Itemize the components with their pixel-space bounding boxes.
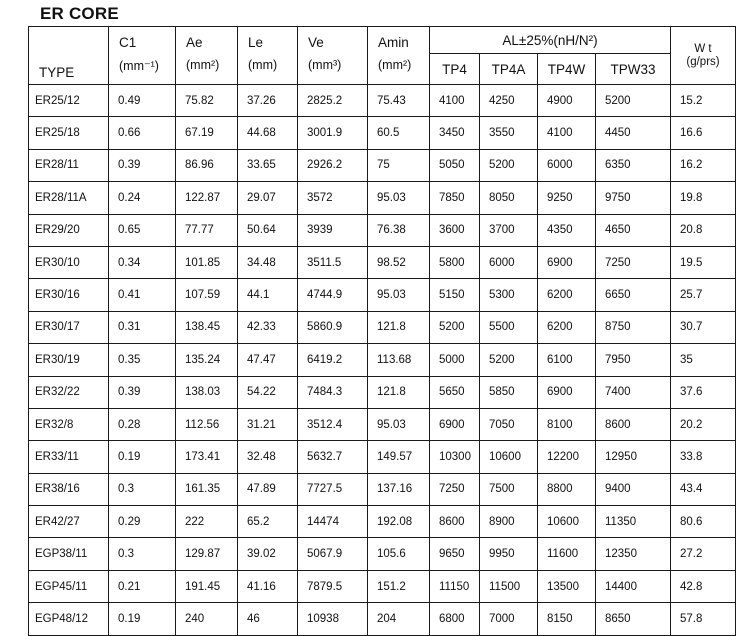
cell-tpw33: 7400 — [596, 376, 671, 408]
cell-tp4a: 7050 — [480, 408, 538, 440]
cell-tp4w: 6200 — [538, 279, 596, 311]
cell-ae: 67.19 — [176, 117, 238, 149]
header-ae: Ae (mm²) — [176, 27, 238, 85]
cell-ve: 3001.9 — [298, 117, 368, 149]
cell-amin: 95.03 — [368, 279, 430, 311]
cell-tp4: 6900 — [430, 408, 480, 440]
cell-amin: 204 — [368, 603, 430, 635]
header-al-group: AL±25%(nH/N²) — [430, 27, 671, 54]
cell-amin: 75 — [368, 149, 430, 181]
cell-wt: 80.6 — [671, 506, 736, 538]
cell-c1: 0.21 — [109, 570, 176, 602]
cell-tpw33: 11350 — [596, 506, 671, 538]
cell-le: 37.26 — [238, 85, 298, 117]
cell-tp4w: 8150 — [538, 603, 596, 635]
cell-amin: 98.52 — [368, 246, 430, 278]
cell-tp4a: 4250 — [480, 85, 538, 117]
cell-type: ER33/11 — [29, 441, 109, 473]
cell-tpw33: 8750 — [596, 311, 671, 343]
table-row — [29, 376, 736, 408]
cell-tpw33: 4450 — [596, 117, 671, 149]
cell-tp4a: 5300 — [480, 279, 538, 311]
cell-tp4w: 6900 — [538, 246, 596, 278]
cell-wt: 33.8 — [671, 441, 736, 473]
cell-c1: 0.3 — [109, 538, 176, 570]
cell-ve: 7727.5 — [298, 473, 368, 505]
cell-ae: 107.59 — [176, 279, 238, 311]
cell-tpw33: 14400 — [596, 570, 671, 602]
cell-tp4: 11150 — [430, 570, 480, 602]
cell-tp4a: 5200 — [480, 149, 538, 181]
cell-wt: 30.7 — [671, 311, 736, 343]
cell-ae: 222 — [176, 506, 238, 538]
table-row — [29, 570, 736, 602]
cell-ve: 7879.5 — [298, 570, 368, 602]
cell-wt: 19.8 — [671, 182, 736, 214]
cell-tpw33: 9750 — [596, 182, 671, 214]
cell-wt: 37.6 — [671, 376, 736, 408]
cell-ve: 6419.2 — [298, 344, 368, 376]
table-row — [29, 182, 736, 214]
page-title: ER CORE — [40, 4, 119, 23]
cell-tp4w: 9250 — [538, 182, 596, 214]
cell-wt: 35 — [671, 344, 736, 376]
cell-c1: 0.65 — [109, 214, 176, 246]
cell-c1: 0.3 — [109, 473, 176, 505]
cell-type: ER25/18 — [29, 117, 109, 149]
cell-type: ER42/27 — [29, 506, 109, 538]
cell-ae: 112.56 — [176, 408, 238, 440]
table-row — [29, 473, 736, 505]
cell-tp4: 3600 — [430, 214, 480, 246]
table-row — [29, 506, 736, 538]
cell-amin: 121.8 — [368, 376, 430, 408]
cell-ae: 138.45 — [176, 311, 238, 343]
cell-tp4w: 6000 — [538, 149, 596, 181]
cell-ve: 10938 — [298, 603, 368, 635]
cell-tp4a: 7000 — [480, 603, 538, 635]
header-tp4a: TP4A — [480, 54, 538, 85]
header-le-unit: (mm) — [248, 58, 278, 72]
cell-le: 41.16 — [238, 570, 298, 602]
cell-type: ER30/10 — [29, 246, 109, 278]
cell-tp4w: 6200 — [538, 311, 596, 343]
cell-wt: 16.2 — [671, 149, 736, 181]
cell-tp4w: 8100 — [538, 408, 596, 440]
cell-le: 33.65 — [238, 149, 298, 181]
cell-tp4w: 4350 — [538, 214, 596, 246]
cell-tpw33: 7950 — [596, 344, 671, 376]
cell-ve: 7484.3 — [298, 376, 368, 408]
header-ae-unit: (mm²) — [186, 58, 220, 72]
cell-tp4w: 12200 — [538, 441, 596, 473]
cell-c1: 0.19 — [109, 441, 176, 473]
cell-type: EGP45/11 — [29, 570, 109, 602]
cell-type: ER32/22 — [29, 376, 109, 408]
cell-tpw33: 8650 — [596, 603, 671, 635]
cell-tp4a: 8900 — [480, 506, 538, 538]
header-amin-unit: (mm²) — [378, 58, 412, 72]
cell-wt: 20.8 — [671, 214, 736, 246]
cell-ae: 240 — [176, 603, 238, 635]
cell-le: 54.22 — [238, 376, 298, 408]
cell-tp4a: 8050 — [480, 182, 538, 214]
cell-tp4: 3450 — [430, 117, 480, 149]
cell-tpw33: 7250 — [596, 246, 671, 278]
cell-le: 46 — [238, 603, 298, 635]
cell-tp4w: 6900 — [538, 376, 596, 408]
cell-amin: 60.5 — [368, 117, 430, 149]
cell-ae: 135.24 — [176, 344, 238, 376]
header-wt-unit: (g/prs) — [686, 55, 720, 68]
cell-wt: 43.4 — [671, 473, 736, 505]
cell-le: 47.89 — [238, 473, 298, 505]
cell-ae: 75.82 — [176, 85, 238, 117]
cell-ve: 3939 — [298, 214, 368, 246]
cell-tp4: 5150 — [430, 279, 480, 311]
cell-tp4w: 4900 — [538, 85, 596, 117]
cell-amin: 149.57 — [368, 441, 430, 473]
cell-wt: 57.8 — [671, 603, 736, 635]
cell-ve: 3511.5 — [298, 246, 368, 278]
cell-ve: 2825.2 — [298, 85, 368, 117]
table-row — [29, 214, 736, 246]
cell-tp4: 10300 — [430, 441, 480, 473]
cell-c1: 0.39 — [109, 149, 176, 181]
cell-amin: 151.2 — [368, 570, 430, 602]
cell-tpw33: 6650 — [596, 279, 671, 311]
cell-ve: 4744.9 — [298, 279, 368, 311]
cell-le: 42.33 — [238, 311, 298, 343]
cell-tpw33: 9400 — [596, 473, 671, 505]
cell-le: 39.02 — [238, 538, 298, 570]
cell-ve: 2926.2 — [298, 149, 368, 181]
cell-ae: 101.85 — [176, 246, 238, 278]
cell-ve: 14474 — [298, 506, 368, 538]
cell-tp4: 7850 — [430, 182, 480, 214]
cell-amin: 76.38 — [368, 214, 430, 246]
cell-tp4: 7250 — [430, 473, 480, 505]
er-core-table — [28, 26, 736, 636]
cell-ae: 77.77 — [176, 214, 238, 246]
cell-ve: 3512.4 — [298, 408, 368, 440]
table-row — [29, 538, 736, 570]
cell-type: ER29/20 — [29, 214, 109, 246]
cell-c1: 0.66 — [109, 117, 176, 149]
cell-tpw33: 12950 — [596, 441, 671, 473]
cell-tp4a: 3550 — [480, 117, 538, 149]
cell-c1: 0.41 — [109, 279, 176, 311]
cell-type: ER28/11A — [29, 182, 109, 214]
cell-tp4a: 6000 — [480, 246, 538, 278]
cell-type: ER30/16 — [29, 279, 109, 311]
cell-ae: 129.87 — [176, 538, 238, 570]
cell-tp4: 5200 — [430, 311, 480, 343]
cell-tp4: 9650 — [430, 538, 480, 570]
cell-amin: 137.16 — [368, 473, 430, 505]
cell-le: 44.1 — [238, 279, 298, 311]
cell-tp4: 6800 — [430, 603, 480, 635]
cell-tp4a: 3700 — [480, 214, 538, 246]
cell-tpw33: 12350 — [596, 538, 671, 570]
cell-ae: 161.35 — [176, 473, 238, 505]
cell-tp4w: 10600 — [538, 506, 596, 538]
table-row — [29, 149, 736, 181]
cell-ve: 3572 — [298, 182, 368, 214]
cell-tpw33: 8600 — [596, 408, 671, 440]
table-row — [29, 311, 736, 343]
cell-tpw33: 6350 — [596, 149, 671, 181]
cell-type: ER32/8 — [29, 408, 109, 440]
cell-le: 47.47 — [238, 344, 298, 376]
cell-c1: 0.24 — [109, 182, 176, 214]
cell-tp4: 5800 — [430, 246, 480, 278]
cell-c1: 0.34 — [109, 246, 176, 278]
table-row — [29, 603, 736, 635]
cell-ae: 122.87 — [176, 182, 238, 214]
cell-amin: 113.68 — [368, 344, 430, 376]
cell-wt: 20.2 — [671, 408, 736, 440]
cell-wt: 27.2 — [671, 538, 736, 570]
cell-tp4w: 4100 — [538, 117, 596, 149]
table-body — [29, 85, 736, 636]
cell-wt: 16.6 — [671, 117, 736, 149]
cell-ae: 191.45 — [176, 570, 238, 602]
cell-tp4: 8600 — [430, 506, 480, 538]
cell-amin: 105.6 — [368, 538, 430, 570]
header-tpw33: TPW33 — [596, 54, 671, 85]
cell-tp4: 4100 — [430, 85, 480, 117]
cell-wt: 19.5 — [671, 246, 736, 278]
cell-ve: 5067.9 — [298, 538, 368, 570]
cell-wt: 15.2 — [671, 85, 736, 117]
table-row — [29, 246, 736, 278]
table-row — [29, 117, 736, 149]
cell-type: ER28/11 — [29, 149, 109, 181]
cell-type: ER30/17 — [29, 311, 109, 343]
cell-tpw33: 5200 — [596, 85, 671, 117]
cell-tp4a: 5500 — [480, 311, 538, 343]
cell-c1: 0.28 — [109, 408, 176, 440]
cell-le: 65.2 — [238, 506, 298, 538]
table-row — [29, 441, 736, 473]
cell-tp4w: 13500 — [538, 570, 596, 602]
cell-tp4w: 8800 — [538, 473, 596, 505]
cell-c1: 0.29 — [109, 506, 176, 538]
cell-tp4: 5650 — [430, 376, 480, 408]
cell-tp4a: 11500 — [480, 570, 538, 602]
cell-tp4a: 5850 — [480, 376, 538, 408]
cell-c1: 0.31 — [109, 311, 176, 343]
cell-wt: 25.7 — [671, 279, 736, 311]
cell-tp4a: 5200 — [480, 344, 538, 376]
table-row — [29, 279, 736, 311]
header-ve: Ve (mm³) — [298, 27, 368, 85]
cell-ae: 138.03 — [176, 376, 238, 408]
cell-ve: 5860.9 — [298, 311, 368, 343]
cell-ve: 5632.7 — [298, 441, 368, 473]
table-row — [29, 408, 736, 440]
cell-c1: 0.39 — [109, 376, 176, 408]
cell-type: ER30/19 — [29, 344, 109, 376]
cell-amin: 95.03 — [368, 408, 430, 440]
cell-amin: 121.8 — [368, 311, 430, 343]
cell-type: ER25/12 — [29, 85, 109, 117]
cell-tp4w: 11600 — [538, 538, 596, 570]
cell-tpw33: 4650 — [596, 214, 671, 246]
cell-tp4w: 6100 — [538, 344, 596, 376]
cell-c1: 0.49 — [109, 85, 176, 117]
cell-amin: 192.08 — [368, 506, 430, 538]
cell-le: 31.21 — [238, 408, 298, 440]
header-tp4: TP4 — [430, 54, 480, 85]
cell-le: 34.48 — [238, 246, 298, 278]
header-type: TYPE — [29, 27, 109, 85]
header-c1: C1 (mm⁻¹) — [109, 27, 176, 85]
cell-tp4: 5050 — [430, 149, 480, 181]
header-amin: Amin (mm²) — [368, 27, 430, 85]
header-wt: W t (g/prs) — [671, 27, 736, 85]
cell-amin: 95.03 — [368, 182, 430, 214]
cell-c1: 0.35 — [109, 344, 176, 376]
header-ve-unit: (mm³) — [308, 58, 342, 72]
header-le: Le (mm) — [238, 27, 298, 85]
table-row — [29, 85, 736, 117]
table-row — [29, 344, 736, 376]
cell-type: EGP48/12 — [29, 603, 109, 635]
cell-amin: 75.43 — [368, 85, 430, 117]
cell-le: 32.48 — [238, 441, 298, 473]
cell-tp4a: 7500 — [480, 473, 538, 505]
cell-c1: 0.19 — [109, 603, 176, 635]
cell-type: ER38/16 — [29, 473, 109, 505]
cell-le: 29.07 — [238, 182, 298, 214]
header-c1-unit: (mm⁻¹) — [119, 59, 159, 73]
cell-le: 50.64 — [238, 214, 298, 246]
cell-tp4a: 9950 — [480, 538, 538, 570]
header-tp4w: TP4W — [538, 54, 596, 85]
cell-ae: 173.41 — [176, 441, 238, 473]
cell-type: EGP38/11 — [29, 538, 109, 570]
cell-tp4: 5000 — [430, 344, 480, 376]
cell-ae: 86.96 — [176, 149, 238, 181]
cell-tp4a: 10600 — [480, 441, 538, 473]
cell-wt: 42.8 — [671, 570, 736, 602]
cell-le: 44.68 — [238, 117, 298, 149]
